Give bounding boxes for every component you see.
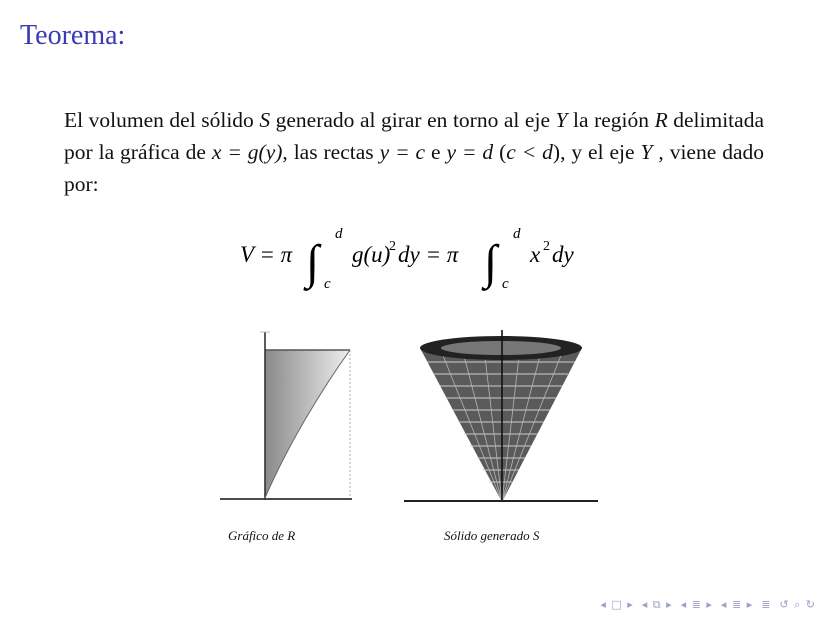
math-var: Y xyxy=(555,108,568,132)
frame-title: Teorema: xyxy=(20,20,126,51)
subsection-nav-icon[interactable]: ◂ ≣ ▸ xyxy=(720,598,754,611)
volume-formula xyxy=(0,220,828,300)
text-fragment: , viene dado por: xyxy=(64,140,764,196)
toc-icon[interactable]: ≣ xyxy=(761,598,772,611)
theorem-statement xyxy=(64,104,764,200)
upper-limit: d xyxy=(335,226,343,242)
right-figure-caption: Sólido generado S xyxy=(444,528,540,543)
integrand: x xyxy=(530,242,541,267)
differential: dy xyxy=(552,242,574,267)
math-expr: y = c xyxy=(379,140,426,164)
math-expr: x = g(y) xyxy=(211,140,283,164)
text-fragment: El volumen del sólido xyxy=(64,108,260,132)
lower-limit: c xyxy=(502,276,509,292)
text-fragment: e xyxy=(425,140,447,164)
text-fragment: la región xyxy=(567,108,655,132)
shaded-region xyxy=(265,350,350,498)
math-expr: y = d xyxy=(446,140,494,164)
search-back-forward-icon[interactable]: ↺ ⌕ ↻ xyxy=(779,598,816,611)
upper-limit: d xyxy=(513,226,521,242)
math-var: R xyxy=(654,108,668,132)
text-fragment: ), y el eje xyxy=(552,140,641,164)
integral-sign-icon: ∫ xyxy=(484,236,498,289)
text-fragment: generado al girar en torno al eje xyxy=(270,108,556,132)
frame-nav-icon[interactable]: ◂ □ ▸ xyxy=(600,598,634,611)
cone-top-inner xyxy=(441,341,561,355)
text-fragment: ( xyxy=(493,140,507,164)
formula-lhs: V = π xyxy=(240,242,293,267)
text-fragment: , las rectas xyxy=(282,140,380,164)
cone-body xyxy=(420,348,582,502)
math-var: Y xyxy=(640,140,653,164)
region-r-figure xyxy=(212,322,362,512)
exponent: 2 xyxy=(389,239,396,254)
math-var: S xyxy=(259,108,271,132)
left-figure-caption: Gráfico de R xyxy=(228,528,296,543)
math-expr: c < d xyxy=(506,140,553,164)
solid-s-figure xyxy=(400,322,600,512)
exponent: 2 xyxy=(543,239,550,254)
beamer-navigation xyxy=(600,598,816,612)
section-nav-icon[interactable]: ◂ ≣ ▸ xyxy=(680,598,713,611)
integral-sign-icon: ∫ xyxy=(306,236,320,289)
text-fragment: delimitada por la gráfica de xyxy=(64,108,764,164)
differential: dy = π xyxy=(398,242,459,267)
lower-limit: c xyxy=(324,276,331,292)
subsection-nav-icon[interactable]: ◂ ⧉ ▸ xyxy=(641,598,673,611)
integrand: g(u) xyxy=(352,242,391,267)
